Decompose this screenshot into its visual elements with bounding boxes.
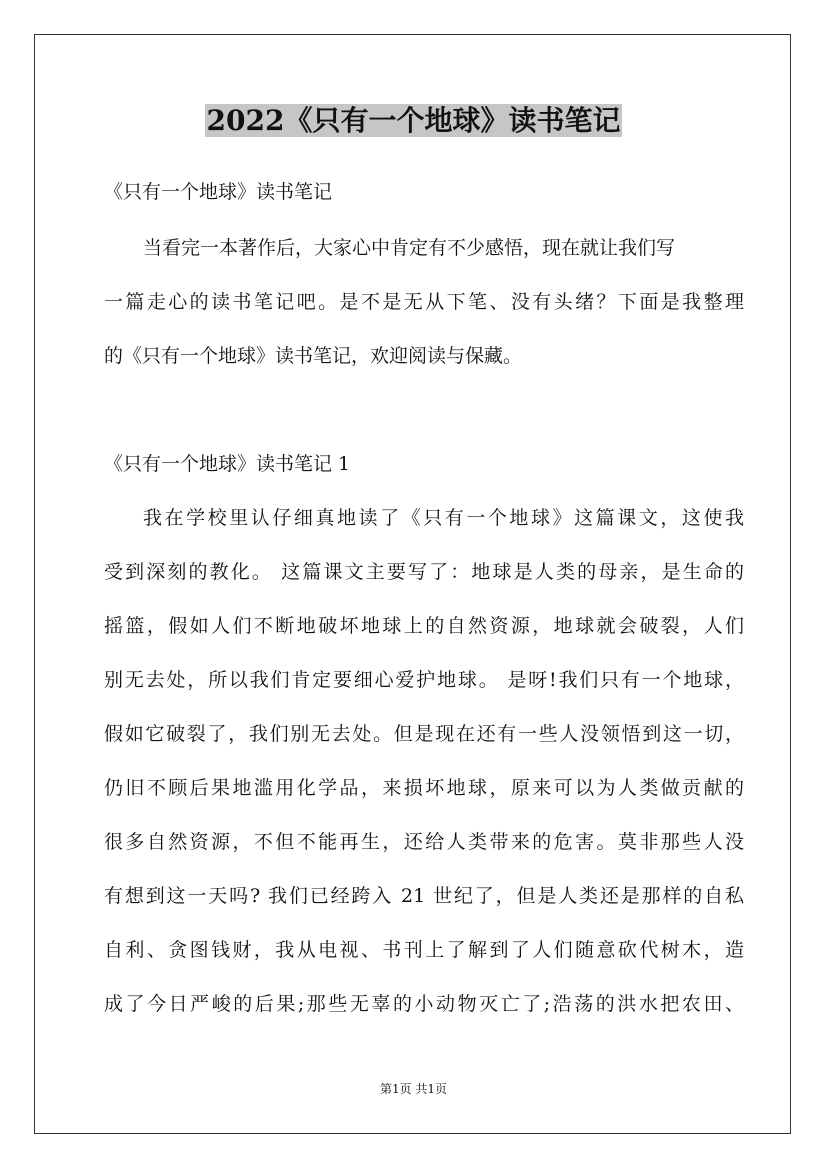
intro-line-1: 当看完一本著作后，大家心中肯定有不少感悟，现在就让我们写 xyxy=(143,237,676,259)
body-line-5: 假如它破裂了，我们别无去处。但是现在还有一些人没领悟到这一切， xyxy=(104,723,744,745)
body-line-3: 摇篮，假如人们不断地破坏地球上的自然资源，地球就会破裂，人们 xyxy=(104,615,744,637)
section-heading: 《只有一个地球》读书笔记 1 xyxy=(104,453,351,475)
body-line-7: 很多自然资源，不但不能再生，还给人类带来的危害。莫非那些人没 xyxy=(104,831,744,853)
document-title xyxy=(0,98,827,144)
body-line-9: 自利、贪图钱财，我从电视、书刊上了解到了人们随意砍代树木，造 xyxy=(104,939,744,961)
intro-line-3: 的《只有一个地球》读书笔记，欢迎阅读与保藏。 xyxy=(104,345,523,367)
page-footer: 第1页 共1页 xyxy=(379,1082,448,1096)
body-line-4: 别无去处，所以我们肯定要细心爱护地球。 是呀!我们只有一个地球， xyxy=(104,669,744,691)
intro-line-2: 一篇走心的读书笔记吧。是不是无从下笔、没有头绪？下面是我整理 xyxy=(104,291,744,313)
body-line-10: 成了今日严峻的后果;那些无辜的小动物灭亡了;浩荡的洪水把农田、 xyxy=(104,993,744,1015)
document-subtitle: 《只有一个地球》读书笔记 xyxy=(104,181,333,203)
body-line-1: 我在学校里认仔细真地读了《只有一个地球》这篇课文，这使我 xyxy=(143,507,744,529)
body-line-2: 受到深刻的教化。 这篇课文主要写了：地球是人类的母亲，是生命的 xyxy=(104,561,744,583)
body-line-8: 有想到这一天吗? 我们已经跨入 21 世纪了，但是人类还是那样的自私 xyxy=(104,885,744,907)
body-line-6: 仍旧不顾后果地滥用化学品，来损坏地球，原来可以为人类做贡献的 xyxy=(104,777,744,799)
document-title-text: 2022《只有一个地球》读书笔记 xyxy=(206,104,621,137)
